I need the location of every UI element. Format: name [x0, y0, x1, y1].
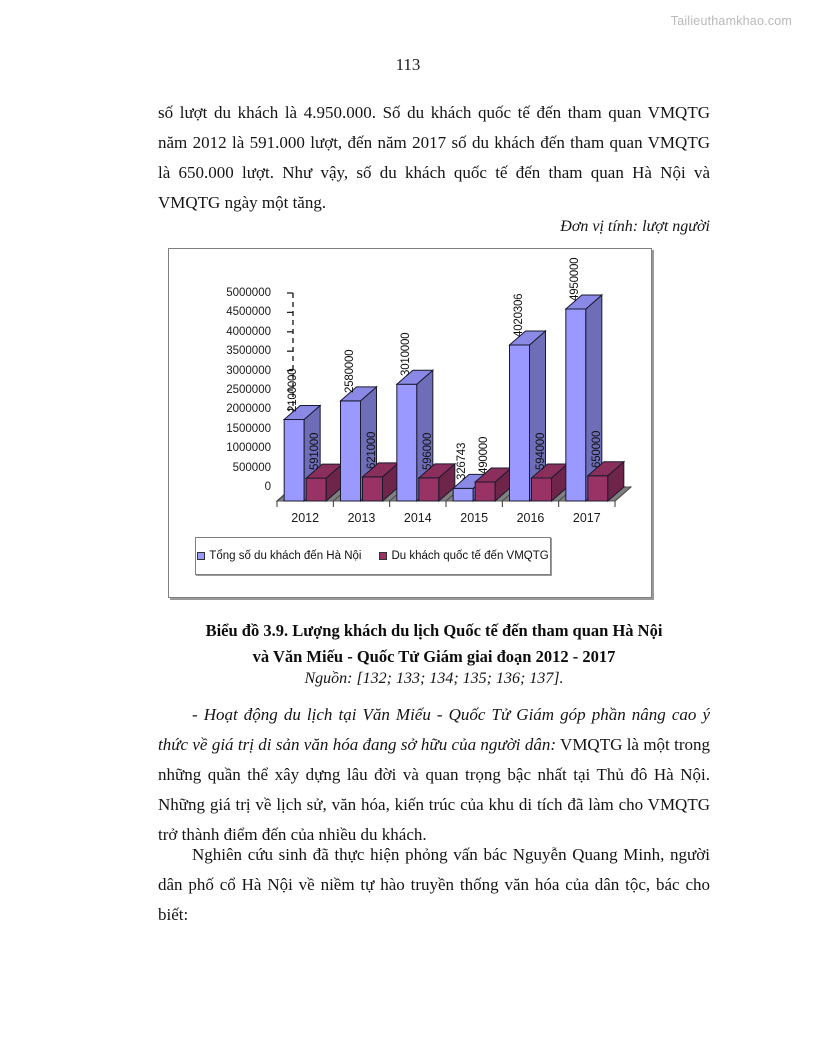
value-label-2017-series-0: 4950000	[568, 257, 581, 301]
value-label-2015-series-0: 326743	[456, 443, 469, 481]
legend-label-0: Tổng số du khách đến Hà Nội	[209, 550, 362, 562]
legend-item-0	[197, 550, 361, 562]
x-axis-label-2012: 2012	[291, 511, 320, 525]
y-axis-tick-5000000: 5000000	[226, 287, 271, 299]
watermark-text: Tailieuthamkhao.com	[670, 14, 792, 28]
value-label-2015-series-1: 490000	[478, 436, 491, 474]
value-label-2016-series-1: 594000	[534, 432, 547, 470]
x-axis-label-2013: 2013	[347, 511, 376, 525]
paragraph-middle-italic: - Hoạt động du lịch tại Văn Miếu - Quốc Tử Giám góp phần nâng cao ý thức về giá trị di sản văn hóa đang sở hữu của người dân:	[158, 705, 710, 754]
legend-swatch-icon	[197, 552, 205, 560]
chart-legend	[195, 537, 551, 575]
paragraph-top-block	[158, 98, 710, 218]
y-axis-tick-2500000: 2500000	[226, 384, 271, 396]
paragraph-middle-block	[158, 700, 710, 850]
paragraph-middle	[158, 700, 710, 850]
y-axis-tick-4500000: 4500000	[226, 306, 271, 319]
y-axis-tick-500000: 500000	[232, 461, 271, 474]
page-number: 113	[395, 55, 421, 74]
caption-line-1: Biểu đồ 3.9. Lượng khách du lịch Quốc tế đến tham quan Hà Nội	[205, 621, 663, 640]
chart-plot-area	[169, 249, 651, 597]
chart-unit-label: Đơn vị tính: lượt người	[560, 218, 710, 235]
caption-line-2: và Văn Miếu - Quốc Tử Giám giai đoạn 2012 - 2017	[252, 647, 616, 666]
value-label-2012-series-0: 2100000	[287, 368, 300, 412]
chart-source: Nguồn: [132; 133; 134; 135; 136; 137].	[304, 670, 564, 687]
value-label-2014-series-1: 596000	[421, 432, 434, 470]
paragraph-bottom-block	[158, 840, 710, 930]
y-axis-tick-4000000: 4000000	[226, 325, 271, 338]
y-axis-tick-3500000: 3500000	[226, 345, 271, 358]
x-axis-label-2016: 2016	[516, 511, 545, 525]
legend-label-1: Du khách quốc tế đến VMQTG	[391, 550, 549, 562]
paragraph-bottom: Nghiên cứu sinh đã thực hiện phỏng vấn bác Nguyễn Quang Minh, người dân phố cổ Hà Nội về niềm tự hào truyền thống văn hóa của dân tộc, bác cho biết:	[158, 845, 710, 924]
value-label-2013-series-1: 621000	[365, 431, 378, 469]
y-axis-tick-0: 0	[264, 481, 271, 493]
y-axis-tick-1500000: 1500000	[226, 422, 271, 435]
paragraph-middle-rest: VMQTG là một trong những quần thể xây dựng lâu đời và quan trọng bậc nhất tại Thủ đô Hà Nội. Những giá trị về lịch sử, văn hóa, kiến trúc của khu di tích đã làm cho VMQTG trở thành điểm đến của nhiều du khách.	[158, 735, 710, 844]
value-label-2016-series-0: 4020306	[512, 293, 525, 337]
chart-container	[168, 248, 652, 598]
value-label-2013-series-0: 2580000	[343, 349, 356, 393]
legend-swatch-icon	[379, 552, 387, 560]
x-axis-label-2017: 2017	[572, 511, 601, 525]
value-label-2012-series-1: 591000	[309, 432, 322, 471]
chart-caption	[158, 618, 710, 670]
paragraph-top: số lượt du khách là 4.950.000. Số du khách quốc tế đến tham quan VMQTG năm 2012 là 591.000 lượt, đến năm 2017 số du khách đến tham quan VMQTG là 650.000 lượt. Như vậy, số du khách quốc tế đến tham quan Hà Nội và VMQTG ngày một tăng.	[158, 103, 710, 212]
y-axis-tick-2000000: 2000000	[226, 403, 271, 416]
x-axis-label-2015: 2015	[460, 511, 489, 525]
y-axis-tick-1000000: 1000000	[226, 442, 271, 455]
value-label-2014-series-0: 3010000	[399, 332, 412, 377]
legend-item-1	[379, 550, 548, 562]
value-label-2017-series-1: 650000	[590, 430, 603, 468]
y-axis-tick-3000000: 3000000	[226, 364, 271, 377]
x-axis-label-2014: 2014	[403, 511, 432, 525]
